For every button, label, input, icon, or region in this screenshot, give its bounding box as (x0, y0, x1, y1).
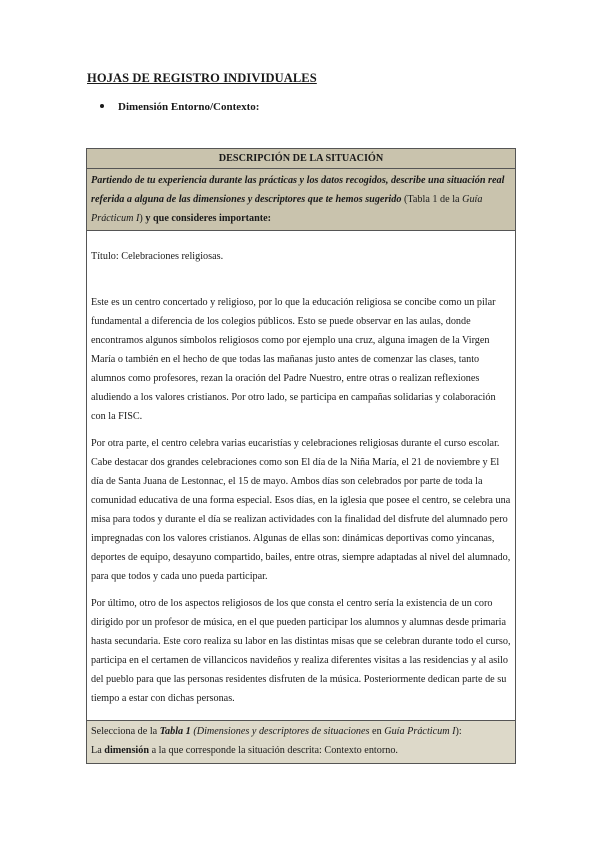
bullet-dot-icon (100, 104, 104, 108)
prompt-paren-start: (Tabla 1 de la (401, 194, 463, 205)
body-row (87, 231, 516, 721)
footer-dimension-answer: a la que corresponde la situación descrita: Contexto entorno. (149, 745, 398, 756)
description-body (87, 231, 516, 721)
bullet-item (100, 101, 259, 113)
table-header: DESCRIPCIÓN DE LA SITUACIÓN (87, 149, 516, 169)
registration-table (86, 148, 516, 764)
bullet-label: Dimensión Entorno/Contexto: (118, 101, 260, 113)
footer-guide-ref: Guía Prácticum I (384, 726, 456, 737)
footer-text-start: Selecciona de la (91, 726, 160, 737)
prompt-instruction: Partiendo de tu experiencia durante las prácticas y los datos recogidos, describe una situación real referida a alguna de las dimensiones y descriptores que te hemos sugerido (91, 175, 505, 205)
paragraph-3: Por último, otro de los aspectos religiosos de los que consta el centro sería la existencia de un coro dirigido por un profesor de música, en el que pueden participar los alumnos y alumnas desde primaria hasta secundaria. Este coro realiza su labor en las distintas misas que se celebran durante todo el curso, participa en el certamen de villancicos navideños y realiza diferentes visitas a las residencias y al asilo del pueblo para que las personas residentes disfruten de la música. Posteriormente dedican parte de su tiempo a estar con dichas personas. (91, 598, 511, 704)
paragraph-2: Por otra parte, el centro celebra varias eucaristías y celebraciones religiosas durante el curso escolar. Cabe destacar dos grandes celebraciones como son El día de la Niña María, el 21 de noviembre y El día de Santa Juana de Lestonnac, el 15 de mayo. Ambos días son celebrados por parte de toda la comunidad educativa de una forma especial. Esos días, en la iglesia que posee el centro, se celebra una misa para todos y durante el día se realizan actividades con la finalidad del disfrute del alumnado pero impregnadas con los valores cristianos. Algunas de ellas son: dinámicas deportivas como yincanas, deportes de equipo, desayuno compartido, bailes, entre otras, siempre adaptadas al nivel del alumnado, para que todos y cada uno pueda participar. (91, 438, 511, 582)
footer-tabla-ref: Tabla 1 (159, 726, 191, 737)
footer-text-end: ): (455, 726, 462, 737)
dimension-selection-cell (87, 721, 516, 764)
prompt-guide-ref: Guía Prácticum I (91, 194, 483, 224)
footer-line-2 (91, 741, 511, 760)
prompt-row (87, 169, 516, 231)
footer-tabla-desc: (Dimensiones y descriptores de situaciones (190, 726, 370, 737)
paragraph-1: Este es un centro concertado y religioso, por lo que la educación religiosa se concibe como un pilar fundamental a diferencia de los colegios públicos. Esto se puede observar en las aulas, donde encontramos algunos símbolos religiosos como por ejemplo una cruz, alguna imagen de la Virgen María o también en el hecho de que todas las mañanas justo antes de comenzar las clases, tanto alumnos como profesores, rezan la oración del Padre Nuestro, entre otras o realizan reflexiones aludiendo a los valores cristianos. Por otro lado, se participa en campañas solidarias y colaboración con la FISC. (91, 297, 496, 422)
prompt-instruction-end: y que consideres importante: (142, 213, 272, 224)
footer-line-1 (91, 722, 511, 741)
table-header-row (87, 149, 516, 169)
footer-dimension-word: dimensión (104, 745, 150, 756)
prompt-paren-end: ) (139, 213, 143, 224)
situation-title: Título: Celebraciones religiosas. (91, 251, 224, 262)
footer-la: La (91, 745, 105, 756)
footer-row (87, 721, 516, 764)
prompt-cell (87, 169, 516, 231)
footer-text-en: en (369, 726, 385, 737)
document-title: HOJAS DE REGISTRO INDIVIDUALES (87, 71, 317, 85)
